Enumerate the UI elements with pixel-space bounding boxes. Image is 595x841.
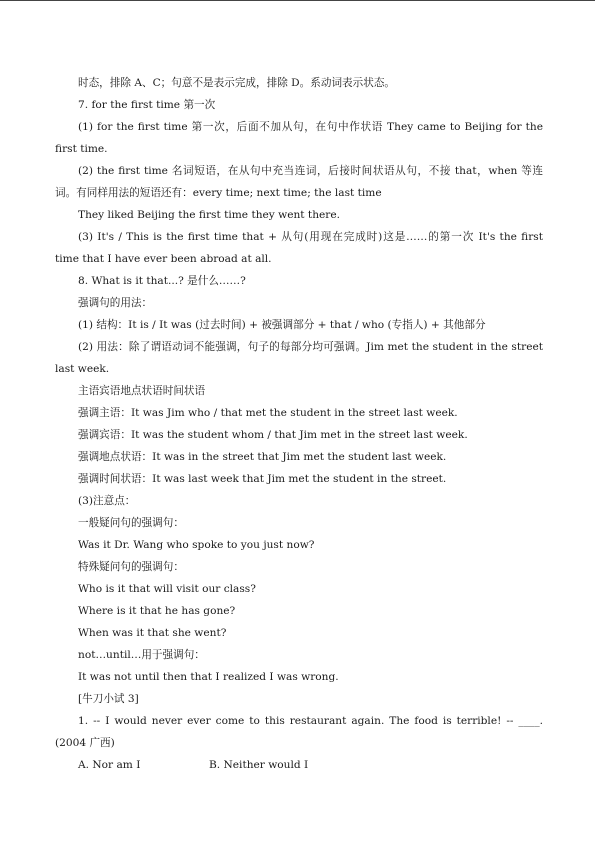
answer-options xyxy=(55,754,543,776)
question-stem: 1. -- I would never ever come to this restaurant again. The food is terrible! -- ____. (2004 广西) xyxy=(55,715,543,749)
document-body xyxy=(55,72,543,776)
example-sentence: Who is it that will visit our class? xyxy=(78,583,256,595)
text-line: 时态，排除 A、C；句意不是表示完成，排除 D。系动词表示状态。 xyxy=(78,77,396,89)
text-line: 强调句的用法： xyxy=(78,297,153,309)
example-sentence: Where is it that he has gone? xyxy=(78,605,236,617)
text-line: not…until…用于强调句： xyxy=(78,649,205,661)
page-top-rule xyxy=(0,0,595,1)
example-sentence: When was it that she went? xyxy=(78,627,227,639)
text-line: 特殊疑问句的强调句： xyxy=(78,561,184,573)
section-heading: 7. for the first time 第一次 xyxy=(78,99,216,111)
option-a: A. Nor am I xyxy=(78,759,141,771)
option-b: B. Neither would I xyxy=(209,759,309,771)
text-paragraph: (2) 用法：除了谓语动词不能强调，句子的每部分均可强调。Jim met the student in the street last week. xyxy=(55,341,543,375)
text-line: (3)注意点： xyxy=(78,495,136,507)
example-sentence: 强调主语：It was Jim who / that met the student in the street last week. xyxy=(78,407,458,419)
example-sentence: 强调地点状语：It was in the street that Jim met the student last week. xyxy=(78,451,447,463)
example-sentence: 强调宾语：It was the student whom / that Jim met in the street last week. xyxy=(78,429,468,441)
exercise-heading: [牛刀小试 3] xyxy=(78,693,139,705)
example-sentence: 强调时间状语：It was last week that Jim met the student in the street. xyxy=(78,473,447,485)
example-sentence: They liked Beijing the first time they went there. xyxy=(78,209,340,221)
text-paragraph: (3) It's / This is the first time that + 从句(用现在完成时)这是……的第一次 It's the first time that I have ever been abroad at all. xyxy=(55,231,543,265)
text-line: (1) 结构：It is / It was (过去时间) + 被强调部分 + that / who (专指人) + 其他部分 xyxy=(78,319,486,331)
section-heading: 8. What is it that...? 是什么……? xyxy=(78,275,246,287)
text-line: 主语宾语地点状语时间状语 xyxy=(78,385,206,397)
example-sentence: It was not until then that I realized I was wrong. xyxy=(78,671,339,683)
example-sentence: Was it Dr. Wang who spoke to you just now? xyxy=(78,539,315,551)
text-line: 一般疑问句的强调句： xyxy=(78,517,184,529)
text-paragraph: (2) the first time 名词短语，在从句中充当连词，后接时间状语从句，不接 that，when 等连词。有同样用法的短语还有：every time; next time; the last time xyxy=(55,165,543,199)
text-paragraph: (1) for the first time 第一次，后面不加从句，在句中作状语 They came to Beijing for the first time. xyxy=(55,121,543,155)
